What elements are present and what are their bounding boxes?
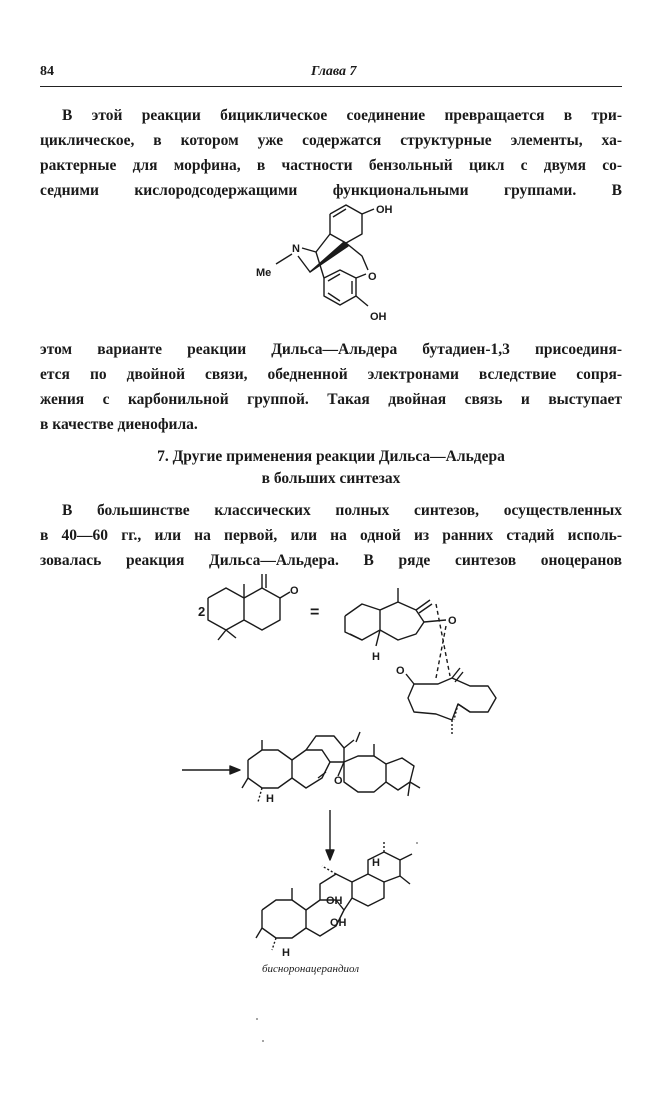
hydrogen-label-upper: H bbox=[372, 651, 380, 663]
ketone-oxygen-label: O bbox=[290, 585, 299, 597]
text-line: В большинстве классических полных синтезов, осуществленных bbox=[62, 502, 622, 519]
section-heading-line1: 7. Другие применения реакции Дильса—Альдера bbox=[157, 448, 505, 465]
hydrogen-label-product-top: H bbox=[372, 857, 380, 869]
ketone-oxygen-label-lower: O bbox=[396, 665, 405, 677]
running-title: Глава 7 bbox=[311, 64, 357, 79]
text-line: рактерные для морфина, в частности бензольный цикл с двумя со- bbox=[40, 157, 622, 174]
synthesis-scheme bbox=[0, 570, 663, 960]
speck bbox=[416, 842, 418, 844]
product-caption: бисноронацерандиол bbox=[262, 963, 360, 975]
paragraph-morphine-intro bbox=[40, 103, 622, 203]
text-line: в 40—60 гг., или на первой, или на одной из ранних стадий исполь- bbox=[40, 527, 622, 544]
nitrogen-label: N bbox=[292, 243, 300, 255]
section-heading-line2: в больших синтезах bbox=[261, 470, 401, 487]
header-rule bbox=[40, 86, 622, 87]
coefficient-label: 2 bbox=[198, 604, 206, 619]
section-heading bbox=[40, 446, 622, 490]
text-line: В этой реакции бициклическое соединение превращается в три- bbox=[62, 107, 622, 124]
speck bbox=[256, 1018, 258, 1020]
text-line: седними кислородсодержащими функциональными группами. В bbox=[40, 182, 622, 199]
oh-top-label: OH bbox=[376, 204, 393, 216]
oh-bottom-label: OH bbox=[370, 311, 387, 323]
page-number: 84 bbox=[40, 64, 54, 79]
text-line: в качестве диенофила. bbox=[40, 416, 198, 433]
ketone-oxygen-label-upper: O bbox=[448, 615, 457, 627]
hydrogen-label-product-bottom: H bbox=[282, 947, 290, 959]
morphine-structure bbox=[250, 196, 420, 336]
paragraph-diels-alder-variant bbox=[40, 337, 622, 437]
speck bbox=[262, 1040, 264, 1042]
paragraph-classical-syntheses bbox=[40, 498, 622, 573]
text-line: этом варианте реакции Дильса—Альдера бутадиен-1,3 присоединя- bbox=[40, 341, 622, 358]
ring-oxygen-label: O bbox=[368, 271, 377, 283]
text-line: зовалась реакция Дильса—Альдера. В ряде синтезов оноцеранов bbox=[40, 552, 622, 569]
text-line: жения с карбонильной группой. Такая двойная связь и выступает bbox=[40, 391, 622, 408]
hydroxyl-label-1: OH bbox=[326, 895, 343, 907]
hydroxyl-label-2: OH bbox=[330, 917, 347, 929]
methyl-label: Me bbox=[256, 267, 272, 279]
spiro-oxygen-label: O bbox=[334, 775, 343, 787]
hydrogen-label-adduct: H bbox=[266, 793, 274, 805]
text-line: циклическое, в котором уже содержатся структурные элементы, ха- bbox=[40, 132, 622, 149]
equals-sign: = bbox=[310, 604, 320, 621]
text-line: ется по двойной связи, обедненной электронами вследствие сопря- bbox=[40, 366, 622, 383]
